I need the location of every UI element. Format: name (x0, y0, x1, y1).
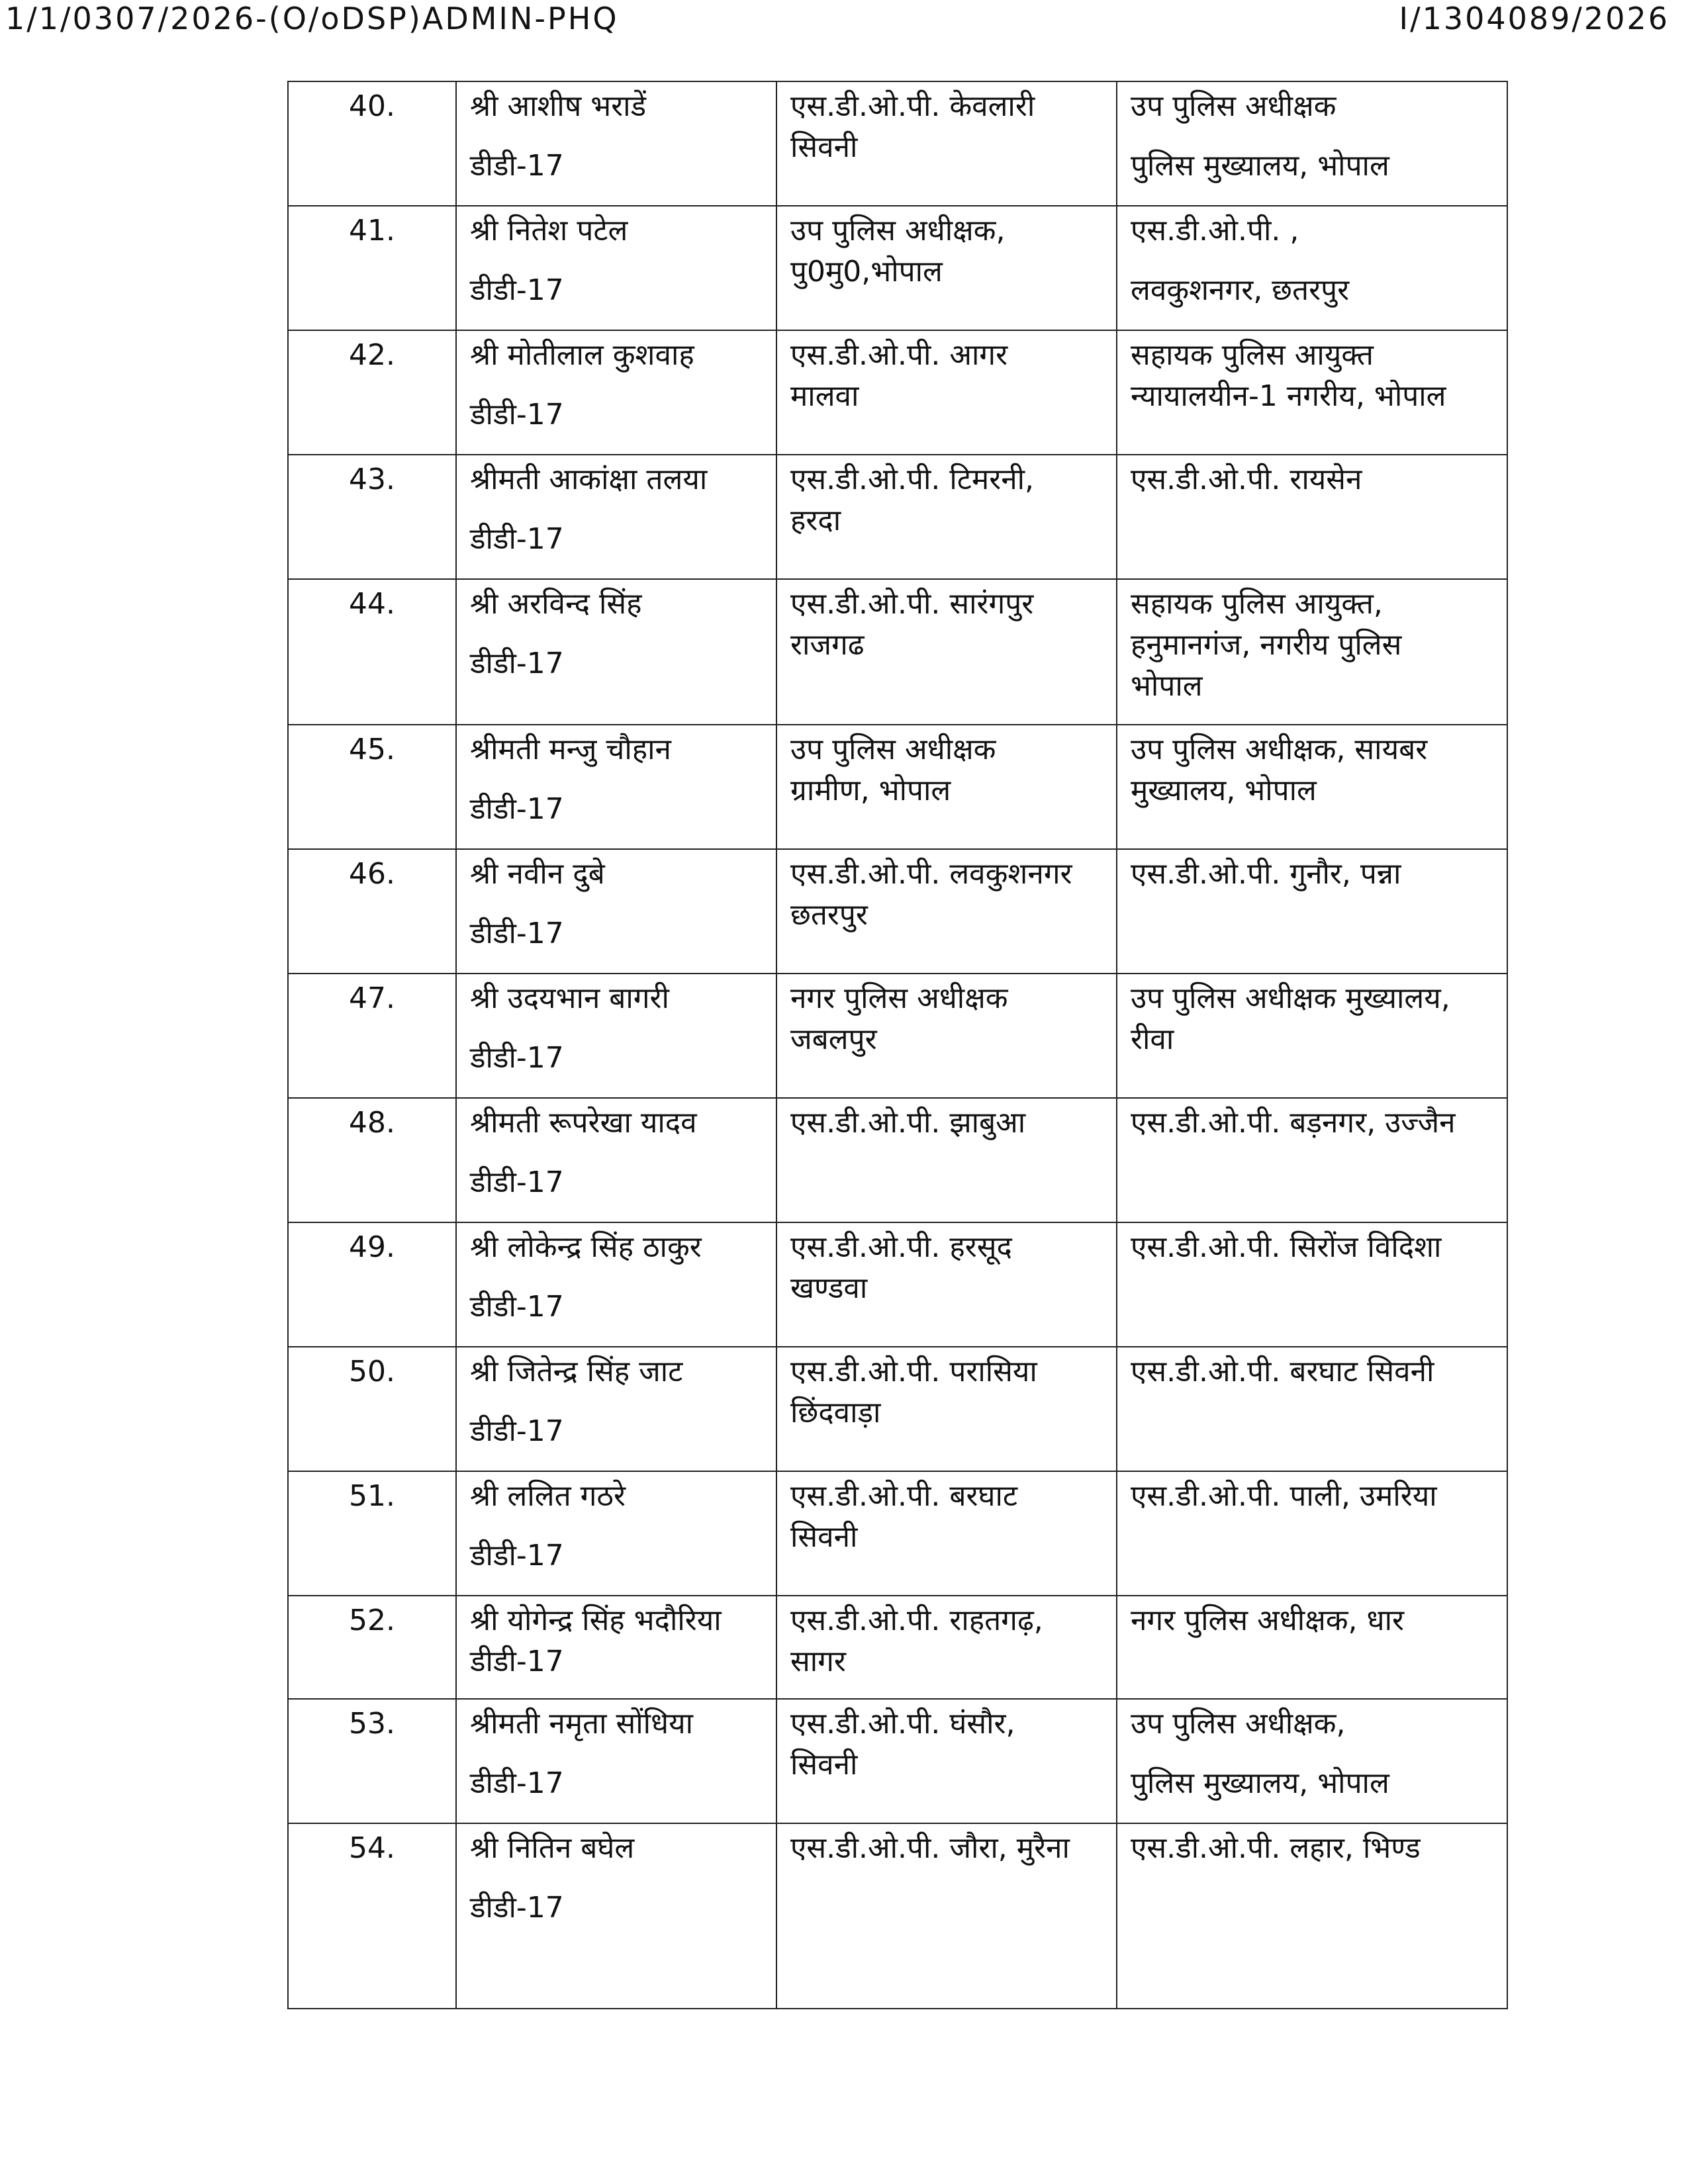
officer-cell (456, 974, 776, 1098)
officer-cell (456, 330, 776, 455)
new-posting-line: सहायक पुलिस आयुक्त (1131, 338, 1374, 372)
current-posting-line: पु0मु0,भोपाल (790, 255, 943, 289)
officer-batch: डीडी-17 (470, 522, 564, 556)
officer-batch: डीडी-17 (470, 1766, 564, 1800)
current-posting (776, 974, 1117, 1098)
current-posting (776, 1098, 1117, 1222)
current-posting-line: ग्रामीण, भोपाल (790, 774, 951, 807)
new-posting-line: उप पुलिस अधीक्षक (1131, 89, 1336, 123)
current-posting-line: राजगढ (790, 628, 865, 662)
current-posting-line: एस.डी.ओ.पी. जौरा, मुरैना (790, 1831, 1070, 1865)
officer-batch: डीडी-17 (470, 1891, 564, 1925)
officer-name: श्री अरविन्द सिंह (470, 587, 642, 621)
current-posting-line: एस.डी.ओ.पी. सारंगपुर (790, 587, 1034, 621)
current-posting (776, 1596, 1117, 1699)
officer-batch: डीडी-17 (470, 917, 564, 950)
new-posting (1117, 1699, 1507, 1823)
officer-name: श्री मोतीलाल कुशवाह (470, 338, 694, 372)
officer-name: श्री उदयभान बागरी (470, 981, 669, 1015)
serial-number: 52. (288, 1596, 456, 1699)
new-posting-line: एस.डी.ओ.पी. रायसेन (1131, 463, 1362, 496)
new-posting (1117, 206, 1507, 330)
table-row (288, 1098, 1507, 1222)
current-posting-line: एस.डी.ओ.पी. आगर (790, 338, 1008, 372)
current-posting-line: नगर पुलिस अधीक्षक (790, 981, 1008, 1015)
new-posting-line: एस.डी.ओ.पी. बड़नगर, उज्जैन (1131, 1106, 1456, 1140)
new-posting (1117, 455, 1507, 579)
officer-cell (456, 1222, 776, 1347)
current-posting (776, 579, 1117, 725)
current-posting (776, 1699, 1117, 1823)
table-row (288, 81, 1507, 206)
new-posting-line: उप पुलिस अधीक्षक, (1131, 1707, 1346, 1741)
current-posting-line: सिवनी (790, 1520, 858, 1554)
current-posting-line: एस.डी.ओ.पी. केवलारी (790, 89, 1035, 123)
new-posting-line: उप पुलिस अधीक्षक, सायबर (1131, 733, 1428, 766)
new-posting-line: पुलिस मुख्यालय, भोपाल (1131, 149, 1389, 183)
current-posting-line: एस.डी.ओ.पी. घंसौर, (790, 1707, 1015, 1741)
officer-name: श्री आशीष भराडें (470, 89, 647, 123)
current-posting-line: छिंदवाड़ा (790, 1396, 881, 1430)
officer-cell (456, 849, 776, 974)
serial-number: 40. (288, 81, 456, 206)
table-row (288, 1347, 1507, 1471)
serial-number: 43. (288, 455, 456, 579)
officer-name: श्रीमती रूपरेखा यादव (470, 1106, 697, 1140)
new-posting (1117, 1347, 1507, 1471)
new-posting (1117, 1222, 1507, 1347)
officer-cell (456, 725, 776, 849)
current-posting-line: एस.डी.ओ.पी. लवकुशनगर (790, 857, 1072, 891)
officer-name: श्रीमती आकांक्षा तलया (470, 463, 708, 496)
current-posting (776, 1471, 1117, 1596)
officer-batch: डीडी-17 (470, 647, 564, 680)
serial-number: 49. (288, 1222, 456, 1347)
officer-name: श्री नवीन दुबे (470, 857, 605, 891)
current-posting (776, 81, 1117, 206)
current-posting (776, 1823, 1117, 2009)
new-posting-line: नगर पुलिस अधीक्षक, धार (1131, 1604, 1404, 1637)
new-posting-line: एस.डी.ओ.पी. लहार, भिण्ड (1131, 1831, 1421, 1865)
officer-batch: डीडी-17 (470, 1041, 564, 1075)
officer-cell (456, 579, 776, 725)
new-posting-line: पुलिस मुख्यालय, भोपाल (1131, 1766, 1389, 1800)
current-posting (776, 1222, 1117, 1347)
new-posting (1117, 1596, 1507, 1699)
current-posting-line: जबलपुर (790, 1023, 877, 1056)
officer-name: श्री योगेन्द्र सिंह भदौरिया (470, 1604, 722, 1637)
new-posting (1117, 330, 1507, 455)
officer-batch: डीडी-17 (470, 398, 564, 432)
serial-number: 42. (288, 330, 456, 455)
current-posting (776, 455, 1117, 579)
new-posting (1117, 1471, 1507, 1596)
table-row (288, 974, 1507, 1098)
new-posting (1117, 974, 1507, 1098)
current-posting (776, 1347, 1117, 1471)
new-posting-line: भोपाल (1131, 669, 1203, 703)
officer-cell (456, 1347, 776, 1471)
new-posting (1117, 579, 1507, 725)
serial-number: 54. (288, 1823, 456, 2009)
officer-name: श्री नितिन बघेल (470, 1831, 635, 1865)
officer-cell (456, 1823, 776, 2009)
officer-name: श्री नितेश पटेल (470, 214, 628, 248)
current-posting-line: छतरपुर (790, 898, 868, 932)
current-posting (776, 206, 1117, 330)
officer-cell (456, 81, 776, 206)
serial-number: 53. (288, 1699, 456, 1823)
officer-name: श्री जितेन्द्र सिंह जाट (470, 1355, 683, 1388)
new-posting-line: न्यायालयीन-1 नगरीय, भोपाल (1131, 379, 1446, 413)
officer-cell (456, 1596, 776, 1699)
table-row (288, 1471, 1507, 1596)
new-posting (1117, 849, 1507, 974)
current-posting-line: उप पुलिस अधीक्षक, (790, 214, 1006, 248)
transfer-table (287, 81, 1508, 2009)
current-posting-line: एस.डी.ओ.पी. झाबुआ (790, 1106, 1026, 1140)
current-posting-line: सागर (790, 1645, 846, 1678)
officer-cell (456, 1471, 776, 1596)
officer-batch: डीडी-17 (470, 1290, 564, 1324)
current-posting-line: उप पुलिस अधीक्षक (790, 733, 996, 766)
new-posting-line: एस.डी.ओ.पी. गुनौर, पन्ना (1131, 857, 1401, 891)
officer-cell (456, 455, 776, 579)
current-posting-line: एस.डी.ओ.पी. बरघाट (790, 1479, 1018, 1513)
serial-number: 46. (288, 849, 456, 974)
table-row (288, 1699, 1507, 1823)
officer-batch: डीडी-17 (470, 273, 564, 307)
new-posting-line: एस.डी.ओ.पी. , (1131, 214, 1299, 248)
serial-number: 48. (288, 1098, 456, 1222)
current-posting-line: हरदा (790, 504, 841, 537)
document-reference-right: I/1304089/2026 (1399, 1, 1669, 36)
officer-cell (456, 1098, 776, 1222)
new-posting (1117, 81, 1507, 206)
officer-name: श्री लोकेन्द्र सिंह ठाकुर (470, 1230, 702, 1264)
serial-number: 51. (288, 1471, 456, 1596)
officer-batch: डीडी-17 (470, 1539, 564, 1572)
new-posting-line: एस.डी.ओ.पी. बरघाट सिवनी (1131, 1355, 1434, 1388)
serial-number: 47. (288, 974, 456, 1098)
officer-batch: डीडी-17 (470, 149, 564, 183)
document-reference-left: 1/1/0307/2026-(O/oDSP)ADMIN-PHQ (5, 1, 619, 36)
current-posting-line: एस.डी.ओ.पी. टिमरनी, (790, 463, 1035, 496)
officer-batch: डीडी-17 (470, 1414, 564, 1448)
current-posting (776, 725, 1117, 849)
officer-name: श्री ललित गठरे (470, 1479, 626, 1513)
current-posting-line: खण्डवा (790, 1271, 868, 1305)
table-row (288, 206, 1507, 330)
new-posting-line: मुख्यालय, भोपाल (1131, 774, 1317, 807)
new-posting-line: हनुमानगंज, नगरीय पुलिस (1131, 628, 1402, 662)
serial-number: 41. (288, 206, 456, 330)
new-posting-line: एस.डी.ओ.पी. पाली, उमरिया (1131, 1479, 1437, 1513)
new-posting-line: रीवा (1131, 1023, 1174, 1056)
current-posting (776, 849, 1117, 974)
serial-number: 45. (288, 725, 456, 849)
officer-name: श्रीमती मन्जु चौहान (470, 733, 671, 766)
table-row (288, 725, 1507, 849)
new-posting-line: लवकुशनगर, छतरपुर (1131, 273, 1350, 307)
new-posting (1117, 725, 1507, 849)
current-posting-line: सिवनी (790, 1748, 858, 1782)
serial-number: 50. (288, 1347, 456, 1471)
current-posting-line: एस.डी.ओ.पी. हरसूद (790, 1230, 1012, 1264)
table-row (288, 1222, 1507, 1347)
table-row (288, 455, 1507, 579)
current-posting-line: एस.डी.ओ.पी. परासिया (790, 1355, 1037, 1388)
officer-batch: डीडी-17 (470, 1165, 564, 1199)
current-posting-line: मालवा (790, 379, 859, 413)
serial-number: 44. (288, 579, 456, 725)
new-posting-line: सहायक पुलिस आयुक्त, (1131, 587, 1383, 621)
officer-cell (456, 206, 776, 330)
transfer-table-body (288, 81, 1507, 2009)
table-row (288, 330, 1507, 455)
table-row (288, 579, 1507, 725)
new-posting-line: एस.डी.ओ.पी. सिरोंज विदिशा (1131, 1230, 1442, 1264)
table-row (288, 1596, 1507, 1699)
officer-name: श्रीमती नमृता सोंधिया (470, 1707, 694, 1741)
new-posting-line: उप पुलिस अधीक्षक मुख्यालय, (1131, 981, 1450, 1015)
table-row (288, 1823, 1507, 2009)
current-posting (776, 330, 1117, 455)
current-posting-line: सिवनी (790, 130, 858, 164)
new-posting (1117, 1098, 1507, 1222)
current-posting-line: एस.डी.ओ.पी. राहतगढ़, (790, 1604, 1043, 1637)
officer-batch: डीडी-17 (470, 1645, 564, 1678)
officer-cell (456, 1699, 776, 1823)
new-posting (1117, 1823, 1507, 2009)
officer-batch: डीडी-17 (470, 792, 564, 826)
table-row (288, 849, 1507, 974)
